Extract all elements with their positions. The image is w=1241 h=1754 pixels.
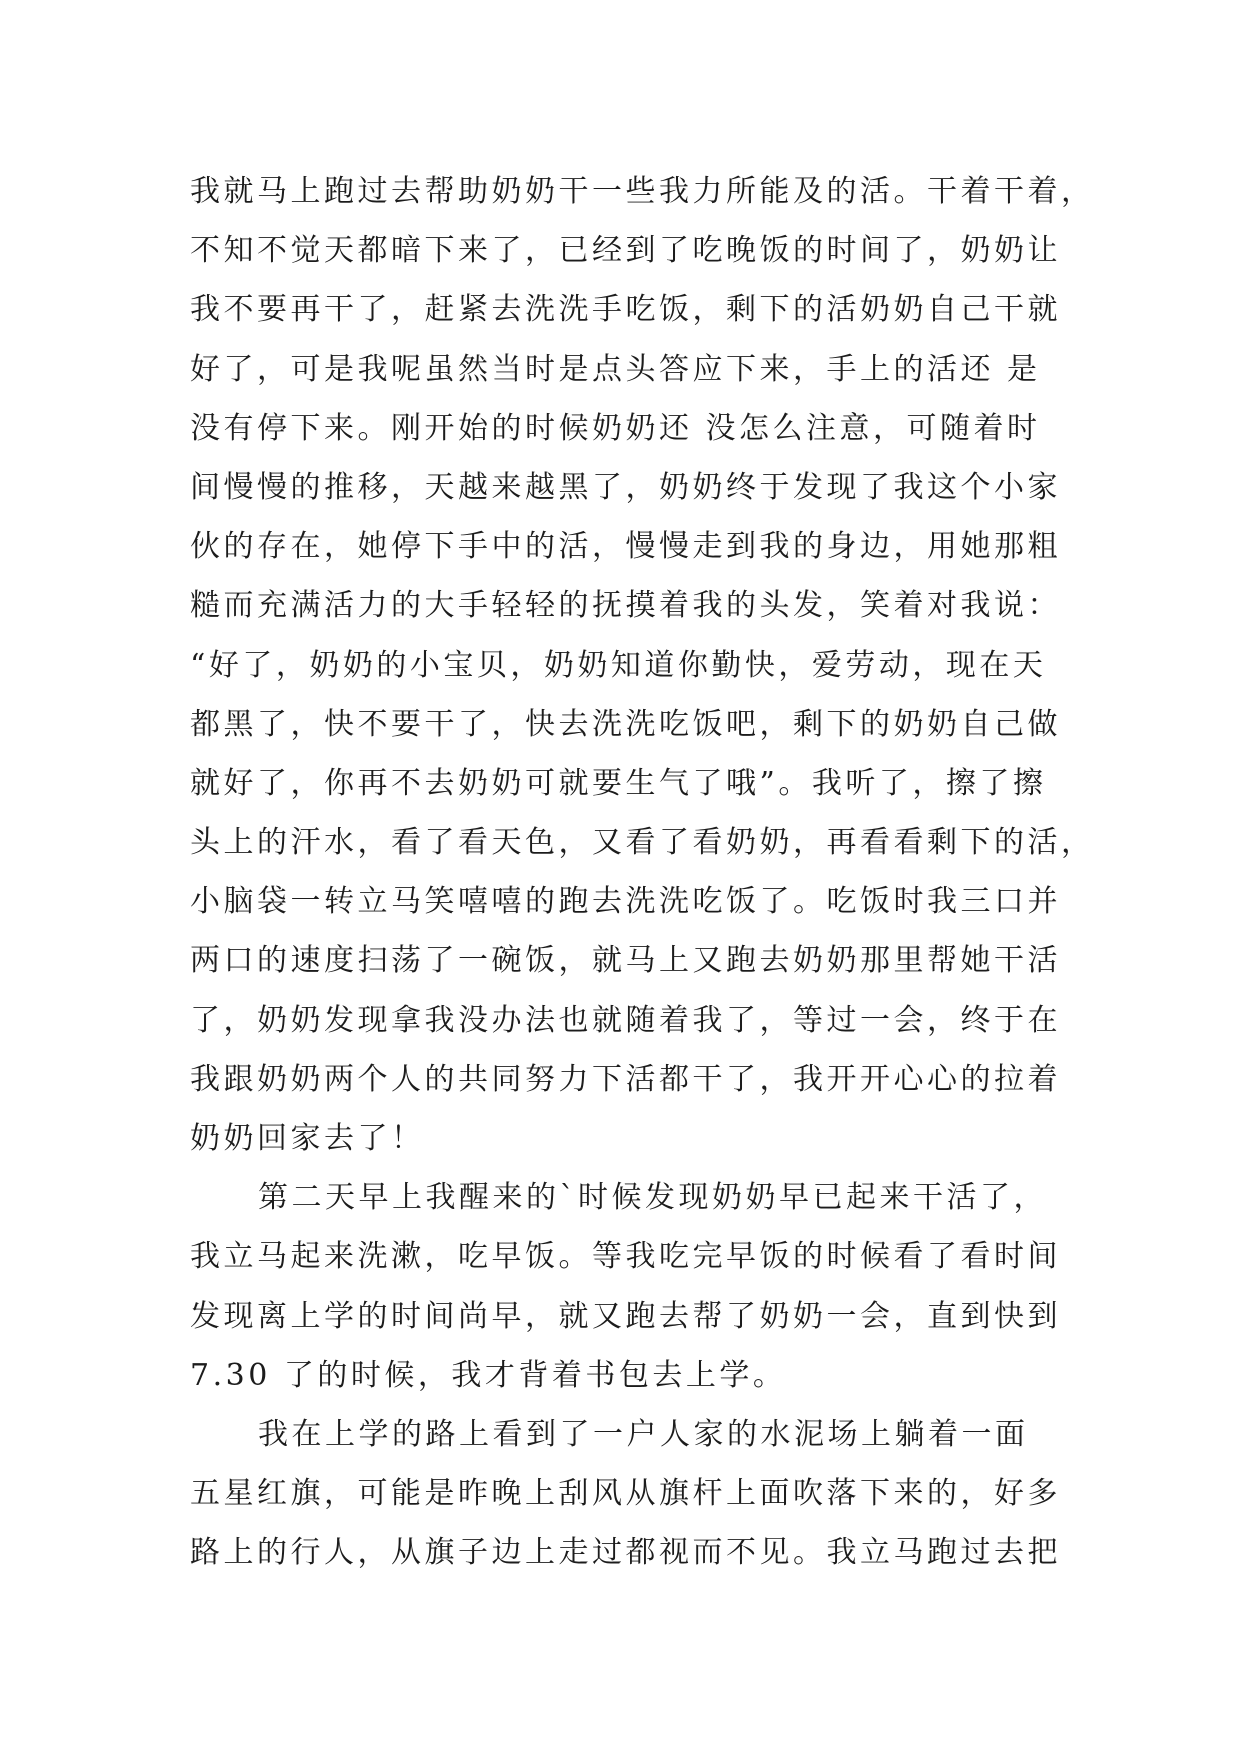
- text-line: 间慢慢的推移，天越来越黑了，奶奶终于发现了我这个小家: [190, 469, 1061, 505]
- text-line: 小脑袋一转立马笑嘻嘻的跑去洗洗吃饭了。吃饭时我三口并: [190, 884, 1061, 920]
- text-line: 两口的速度扫荡了一碗饭，就马上又跑去奶奶那里帮她干活: [190, 943, 1061, 979]
- text-line: 就好了，你再不去奶奶可就要生气了哦”。我听了，擦了擦: [190, 765, 1047, 801]
- text-line: “好了，奶奶的小宝贝，奶奶知道你勤快，爱劳动，现在天: [190, 647, 1047, 683]
- text-line: 我不要再干了，赶紧去洗洗手吃饭，剩下的活奶奶自己干就: [190, 292, 1061, 328]
- text-line: 我就马上跑过去帮助奶奶干一些我力所能及的活。干着干着，: [190, 174, 1095, 209]
- text-line: 我立马起来洗漱，吃早饭。等我吃完早饭的时候看了看时间: [190, 1239, 1061, 1275]
- text-line: 没有停下来。刚开始的时候奶奶还 没怎么注意，可随着时: [190, 410, 1041, 446]
- text-line: 头上的汗水，看了看天色，又看了看奶奶，再看看剩下的活，: [190, 825, 1095, 861]
- text-line: 伙的存在，她停下手中的活，慢慢走到我的身边，用她那粗: [190, 529, 1061, 565]
- text-line: 发现离上学的时间尚早，就又跑去帮了奶奶一会，直到快到: [190, 1298, 1061, 1334]
- text-line: 我跟奶奶两个人的共同努力下活都干了，我开开心心的拉着: [190, 1061, 1061, 1097]
- text-line: 奶奶回家去了！: [190, 1121, 425, 1156]
- text-line: 都黑了，快不要干了，快去洗洗吃饭吧，剩下的奶奶自己做: [190, 706, 1061, 742]
- text-line: 7.30 了的时候，我才背着书包去上学。: [190, 1357, 787, 1393]
- text-line: 好了，可是我呢虽然当时是点头答应下来，手上的活还 是: [190, 351, 1041, 387]
- paragraph-start-line: 我在上学的路上看到了一户人家的水泥场上躺着一面: [258, 1416, 1029, 1452]
- text-line: 路上的行人，从旗子边上走过都视而不见。我立马跑过去把: [190, 1535, 1061, 1571]
- body-text: [190, 162, 1095, 1583]
- text-line: 不知不觉天都暗下来了，已经到了吃晚饭的时间了，奶奶让: [190, 233, 1061, 269]
- text-line: 五星红旗，可能是昨晚上刮风从旗杆上面吹落下来的，好多: [190, 1476, 1061, 1512]
- text-line: 糙而充满活力的大手轻轻的抚摸着我的头发，笑着对我说：: [190, 588, 1061, 624]
- text-line: 了，奶奶发现拿我没办法也就随着我了，等过一会，终于在: [190, 1002, 1061, 1038]
- paragraph-start-line: 第二天早上我醒来的`时候发现奶奶早已起来干活了，: [258, 1180, 1047, 1216]
